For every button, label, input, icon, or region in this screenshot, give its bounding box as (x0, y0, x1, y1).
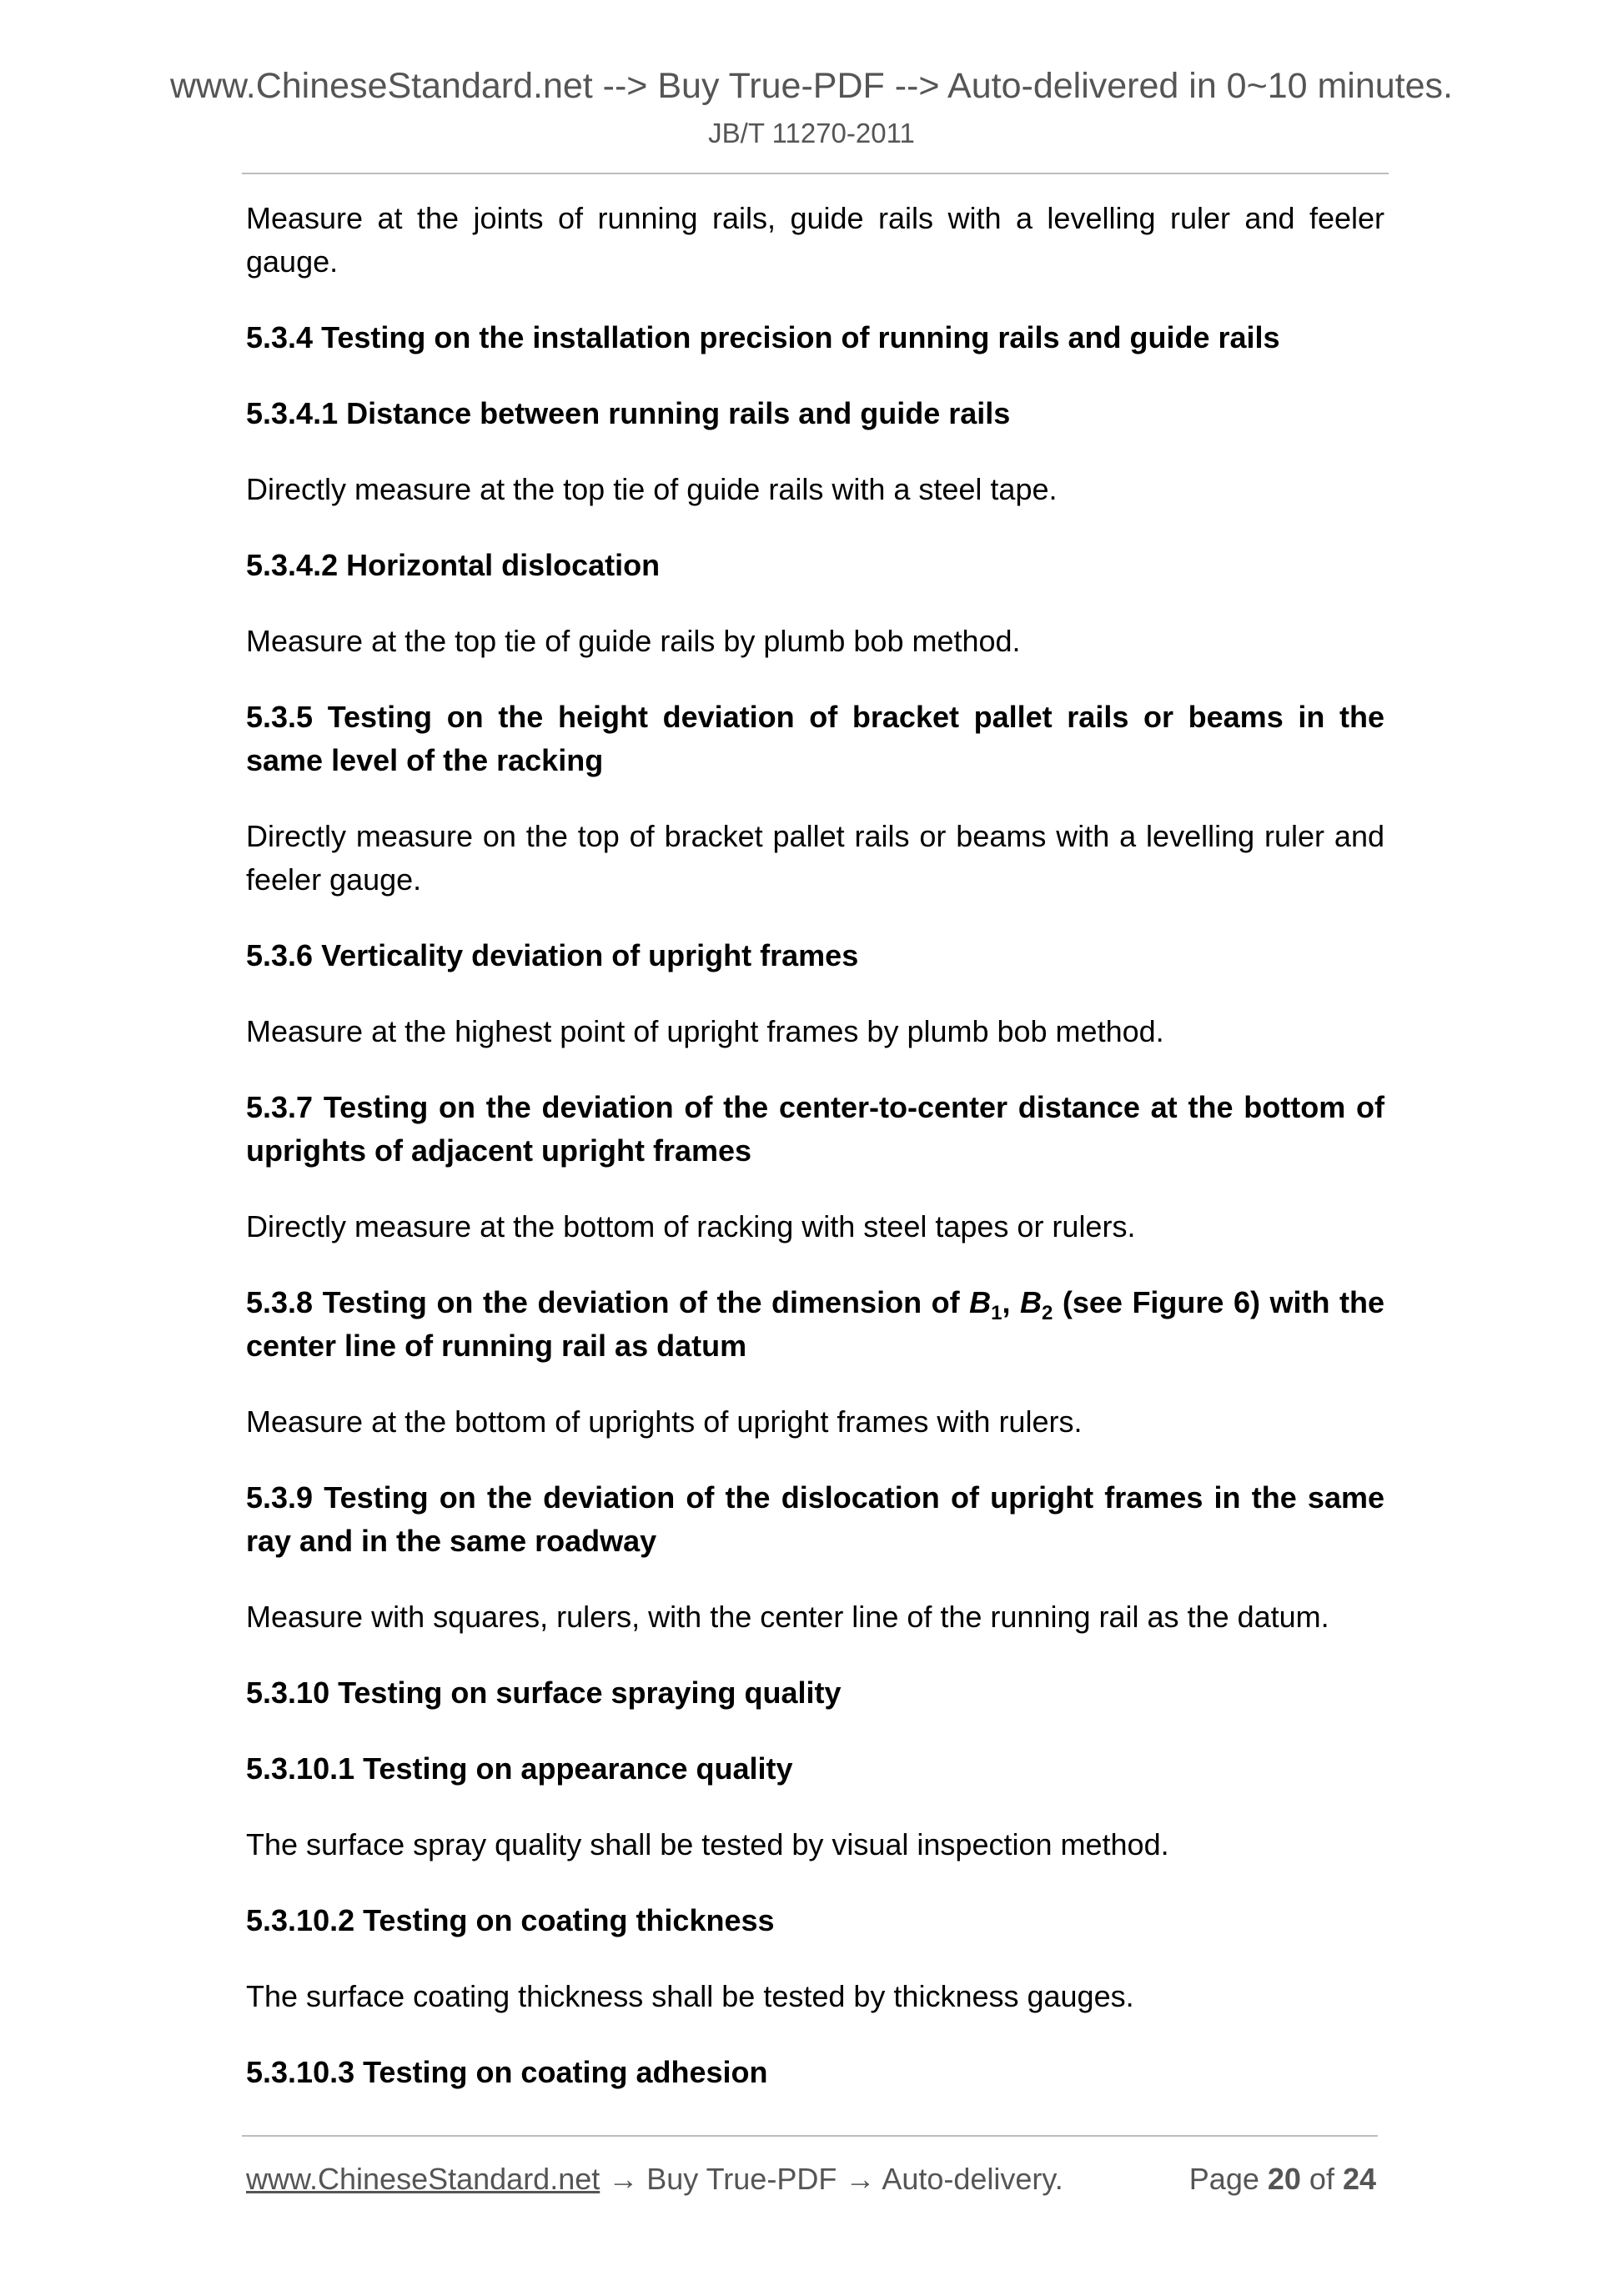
paragraph: Measure with squares, rulers, with the center line of the running rail as the datum. (246, 1600, 1329, 1634)
footer-site-link[interactable]: www.ChineseStandard.net (246, 2162, 600, 2196)
page-number: 20 (1267, 2162, 1301, 2196)
paragraph: Directly measure at the top tie of guide rails with a steel tape. (246, 472, 1058, 506)
section-heading: 5.3.10 Testing on surface spraying quality (246, 1676, 842, 1710)
page-label: Page (1188, 2162, 1268, 2196)
separator: , (1002, 1285, 1020, 1319)
section-heading: 5.3.7 Testing on the deviation of the center-to-center distance at the bottom of uprights of adjacent upright frames (246, 1090, 1384, 1168)
footer-tagline: → Buy True-PDF → Auto-delivery. (600, 2162, 1063, 2196)
header-banner: www.ChineseStandard.net --> Buy True-PDF --> Auto-delivered in 0~10 minutes. (169, 66, 1453, 106)
paragraph: Measure at the top tie of guide rails by plumb bob method. (246, 624, 1021, 658)
standard-id: JB/T 11270-2011 (708, 118, 915, 148)
section-heading (246, 1281, 1384, 1368)
section-heading: 5.3.6 Verticality deviation of upright frames (246, 938, 859, 972)
footer-divider (242, 2135, 1378, 2137)
section-heading: 5.3.4.1 Distance between running rails and guide rails (246, 396, 1011, 430)
subscript: 2 (1041, 1302, 1053, 1325)
subscript: 1 (991, 1302, 1002, 1325)
footer-promo (246, 2158, 1063, 2200)
section-heading: 5.3.10.2 Testing on coating thickness (246, 1903, 775, 1937)
document-body (246, 197, 1384, 2127)
section-heading: 5.3.10.1 Testing on appearance quality (246, 1751, 793, 1786)
section-heading: 5.3.4.2 Horizontal dislocation (246, 548, 661, 582)
section-heading: 5.3.4 Testing on the installation precision of running rails and guide rails (246, 320, 1280, 354)
page-indicator (1189, 2158, 1376, 2200)
paragraph: Measure at the highest point of upright frames by plumb bob method. (246, 1014, 1164, 1048)
paragraph: Directly measure at the bottom of racking with steel tapes or rulers. (246, 1209, 1136, 1243)
of-label: of (1300, 2162, 1343, 2196)
section-heading: 5.3.9 Testing on the deviation of the dislocation of upright frames in the same ray and in the same roadway (246, 1480, 1384, 1558)
section-heading: 5.3.5 Testing on the height deviation of bracket pallet rails or beams in the same level of the racking (246, 700, 1384, 777)
heading-text: 5.3.8 Testing on the deviation of the dimension of (246, 1285, 970, 1319)
paragraph: Measure at the joints of running rails, guide rails with a levelling ruler and feeler gauge. (246, 201, 1384, 279)
paragraph: The surface coating thickness shall be tested by thickness gauges. (246, 1979, 1134, 2013)
symbol-b: B (969, 1285, 992, 1319)
heading-text: (see Figure 6) with the center line of running rail as datum (246, 1285, 1385, 1363)
page-total: 24 (1342, 2162, 1376, 2196)
symbol-b: B (1019, 1285, 1042, 1319)
footer (246, 2158, 1376, 2200)
section-heading: 5.3.10.3 Testing on coating adhesion (246, 2055, 768, 2089)
header-divider (242, 173, 1389, 174)
paragraph: Measure at the bottom of uprights of upright frames with rulers. (246, 1404, 1083, 1439)
paragraph: The surface spray quality shall be tested by visual inspection method. (246, 1827, 1169, 1861)
paragraph: Directly measure on the top of bracket pallet rails or beams with a levelling ruler and feeler gauge. (246, 819, 1384, 897)
